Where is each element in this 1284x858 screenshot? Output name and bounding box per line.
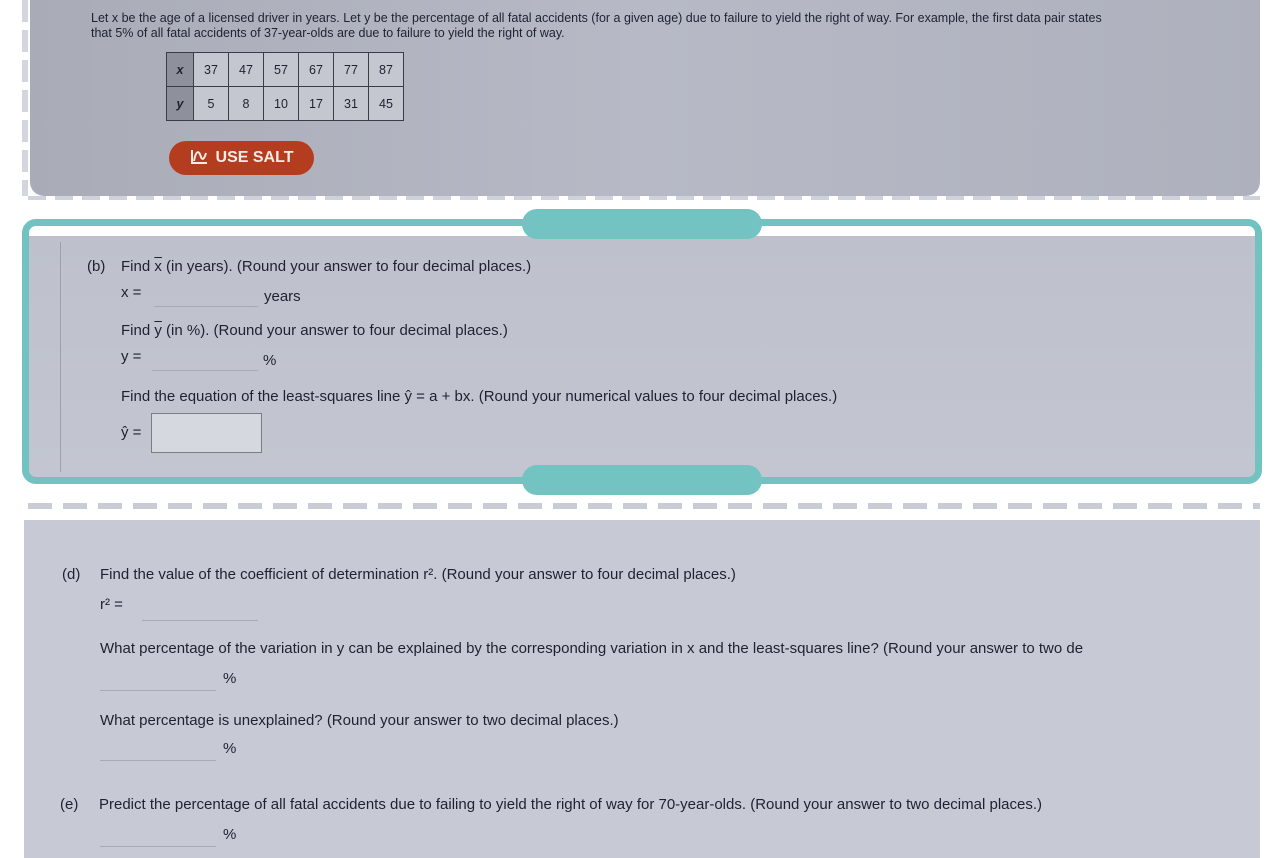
ybar-symbol: $\overline{y}$ xyxy=(154,322,162,339)
predict-prompt: Predict the percentage of all fatal accidents due to failing to yield the right of way for 70-year-olds. (Round your answer to two decimal places.) xyxy=(99,796,1042,813)
table-cell: 45 xyxy=(369,87,404,121)
table-cell: 77 xyxy=(334,53,369,87)
table-cell: 8 xyxy=(229,87,264,121)
intro-line-1: Let x be the age of a licensed driver in years. Let y be the percentage of all fatal accidents (for a given age) due to failure to yield the right of way. For example, the first data pair states xyxy=(91,11,1102,25)
predict-input[interactable] xyxy=(100,826,216,847)
xbar-label: x = xyxy=(121,284,142,301)
table-cell: 17 xyxy=(299,87,334,121)
explained-prompt: What percentage of the variation in y can be explained by the corresponding variation in x and the least-squares line? (Round your answer to two de xyxy=(100,640,1084,657)
explained-unit: % xyxy=(223,670,237,687)
use-salt-button[interactable] xyxy=(169,141,314,175)
panel-bottom-tab xyxy=(522,465,762,495)
r2-label: r² = xyxy=(100,596,123,613)
yhat-label: ŷ = xyxy=(121,424,142,441)
xbar-input[interactable] xyxy=(154,286,258,307)
table-cell: 37 xyxy=(194,53,229,87)
salt-chart-icon xyxy=(190,148,208,169)
xbar-prompt xyxy=(121,258,531,275)
part-b-letter: (b) xyxy=(87,258,106,275)
ybar-label: y = xyxy=(121,348,142,365)
unexplained-prompt: What percentage is unexplained? (Round your answer to two decimal places.) xyxy=(100,712,619,729)
predict-unit: % xyxy=(223,826,237,843)
dashed-separator xyxy=(28,196,1260,200)
table-header-x: x xyxy=(167,53,194,87)
table-cell: 47 xyxy=(229,53,264,87)
dashed-separator xyxy=(28,503,1260,509)
intro-line-2: that 5% of all fatal accidents of 37-year-olds are due to failure to yield the right of way. xyxy=(91,26,565,40)
panel-top-tab xyxy=(522,209,762,239)
table-header-y: y xyxy=(167,87,194,121)
explained-input[interactable] xyxy=(100,670,216,691)
least-squares-prompt: Find the equation of the least-squares line ŷ = a + bx. (Round your numerical values to four decimal places.) xyxy=(121,388,838,405)
ybar-input[interactable] xyxy=(152,350,258,371)
ybar-prompt-post: (in %). (Round your answer to four decimal places.) xyxy=(161,322,508,339)
xbar-prompt-post: (in years). (Round your answer to four decimal places.) xyxy=(161,258,532,275)
table-row-y xyxy=(167,87,404,121)
xbar-unit: years xyxy=(264,288,301,305)
part-d-letter: (d) xyxy=(62,566,81,583)
table-cell: 67 xyxy=(299,53,334,87)
yhat-input[interactable] xyxy=(151,413,262,453)
unexplained-unit: % xyxy=(223,740,237,757)
xbar-symbol: $\overline{x}$ xyxy=(154,258,162,275)
panel-left-rule xyxy=(60,242,61,472)
r2-prompt: Find the value of the coefficient of determination r². (Round your answer to four decimal places.) xyxy=(100,566,736,583)
table-cell: 10 xyxy=(264,87,299,121)
table-cell: 31 xyxy=(334,87,369,121)
ybar-unit: % xyxy=(263,352,277,369)
table-cell: 5 xyxy=(194,87,229,121)
table-cell: 57 xyxy=(264,53,299,87)
use-salt-label: USE SALT xyxy=(215,149,294,166)
table-row-x xyxy=(167,53,404,87)
table-cell: 87 xyxy=(369,53,404,87)
left-dashed-border xyxy=(22,0,28,196)
ybar-prompt-pre: Find xyxy=(121,322,155,339)
part-e-letter: (e) xyxy=(60,796,79,813)
ybar-prompt xyxy=(121,322,508,339)
r2-input[interactable] xyxy=(142,600,258,621)
data-table xyxy=(166,52,404,121)
xbar-prompt-pre: Find xyxy=(121,258,155,275)
problem-intro xyxy=(91,11,1251,41)
unexplained-input[interactable] xyxy=(100,740,216,761)
